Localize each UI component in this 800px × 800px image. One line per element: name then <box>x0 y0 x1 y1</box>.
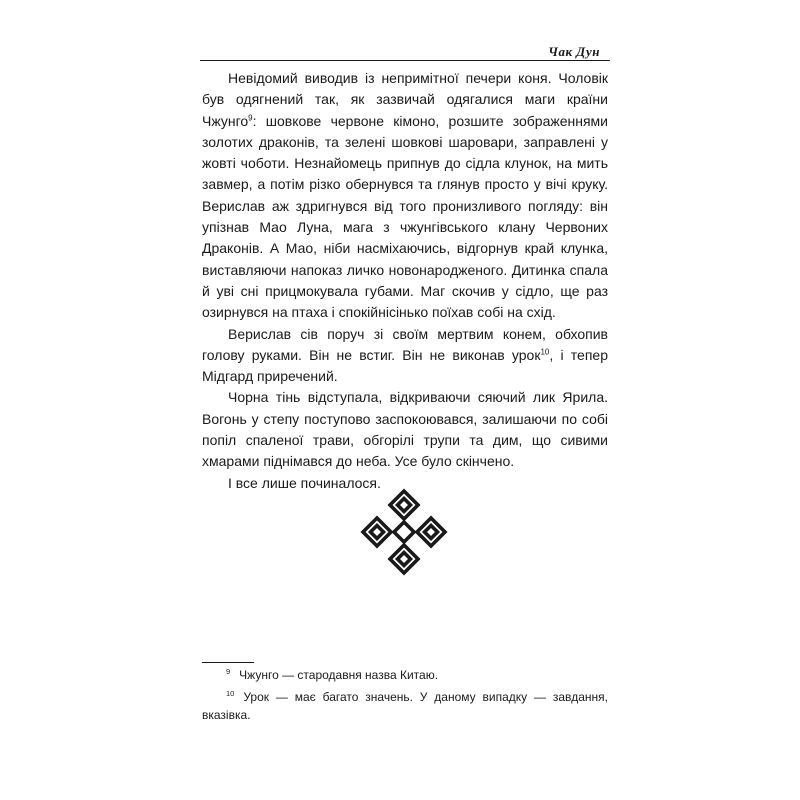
ornament-square-left <box>363 518 391 546</box>
footnote-number: 10 <box>226 689 235 698</box>
paragraph-text: І все лише починалося. <box>228 474 381 491</box>
ornament-square-top <box>390 491 418 519</box>
footnote-ref[interactable]: 10 <box>540 347 550 357</box>
paragraph-text: : шовкове червоне кімоно, розшите зображеннями золотих драконів, та зелені шовкові шаровари, заправлені у жовті чоботи. Незнайомець припнув до сідла клунок, на мить завмер, а потім різко обернувся та глянув просто у вічі круку. Верислав аж здригнувся від того пронизливого погляду: він упізнав Мао Луна, мага з чжунгівського клану Червоних Драконів. А Мао, ніби насміхаючись, відгорнув край клунка, виставляючи напоказ личко новонародженого. Дитинка спала й уві сні прицмокувала губами. Маг скочив у сідло, ще раз озирнувся на птаха і спокійнісінько поїхав собі на схід. <box>202 112 608 321</box>
ornament-square-bottom <box>390 545 418 573</box>
paragraph <box>202 68 608 324</box>
footnote-text: Чжунго — стародавня назва Китаю. <box>239 668 439 682</box>
ornament-center <box>394 522 414 542</box>
header-rule <box>200 60 610 61</box>
ornament-square-top-inner <box>398 499 411 512</box>
footnote <box>202 688 608 724</box>
ornament-square-right-inner <box>425 526 438 539</box>
footnote <box>202 666 608 684</box>
paragraph-text: Невідомий виводив із непримітної печери коня. Чоловік був одягнений так, як зазвичай одягалися маги країни Чжунго <box>202 70 608 129</box>
ornament-square-bottom-inner <box>398 553 411 566</box>
footnotes <box>202 666 608 728</box>
body-text <box>202 68 608 494</box>
footnote-ref[interactable]: 9 <box>248 112 253 122</box>
paragraph-text: Верислав сів поруч зі своїм мертвим конем, обхопив голову руками. Він не встиг. Він не виконав урок <box>202 325 608 363</box>
paragraph-text: Чорна тінь відступала, відкриваючи сяючий лик Ярила. Вогонь у степу поступово заспокоювався, залишаючи по собі попіл спаленої трави, обгорілі трупи та дим, що сивими хмарами піднімався до неба. Усе було скінчено. <box>202 389 608 470</box>
paragraph-text: , і тепер Мідгард приречений. <box>202 346 608 385</box>
footnote-text: Урок — має багато значень. У даному випадку — завдання, вказівка. <box>202 690 608 722</box>
ornament-square-left-inner <box>371 526 384 539</box>
slavic-knot-ornament-icon <box>360 488 448 576</box>
paragraph <box>202 387 608 472</box>
ornament-square-right <box>417 518 445 546</box>
footnote-number: 9 <box>226 667 231 676</box>
paragraph <box>202 324 608 388</box>
running-head-title: Чак Дун <box>548 44 600 59</box>
footnote-rule <box>202 662 254 663</box>
